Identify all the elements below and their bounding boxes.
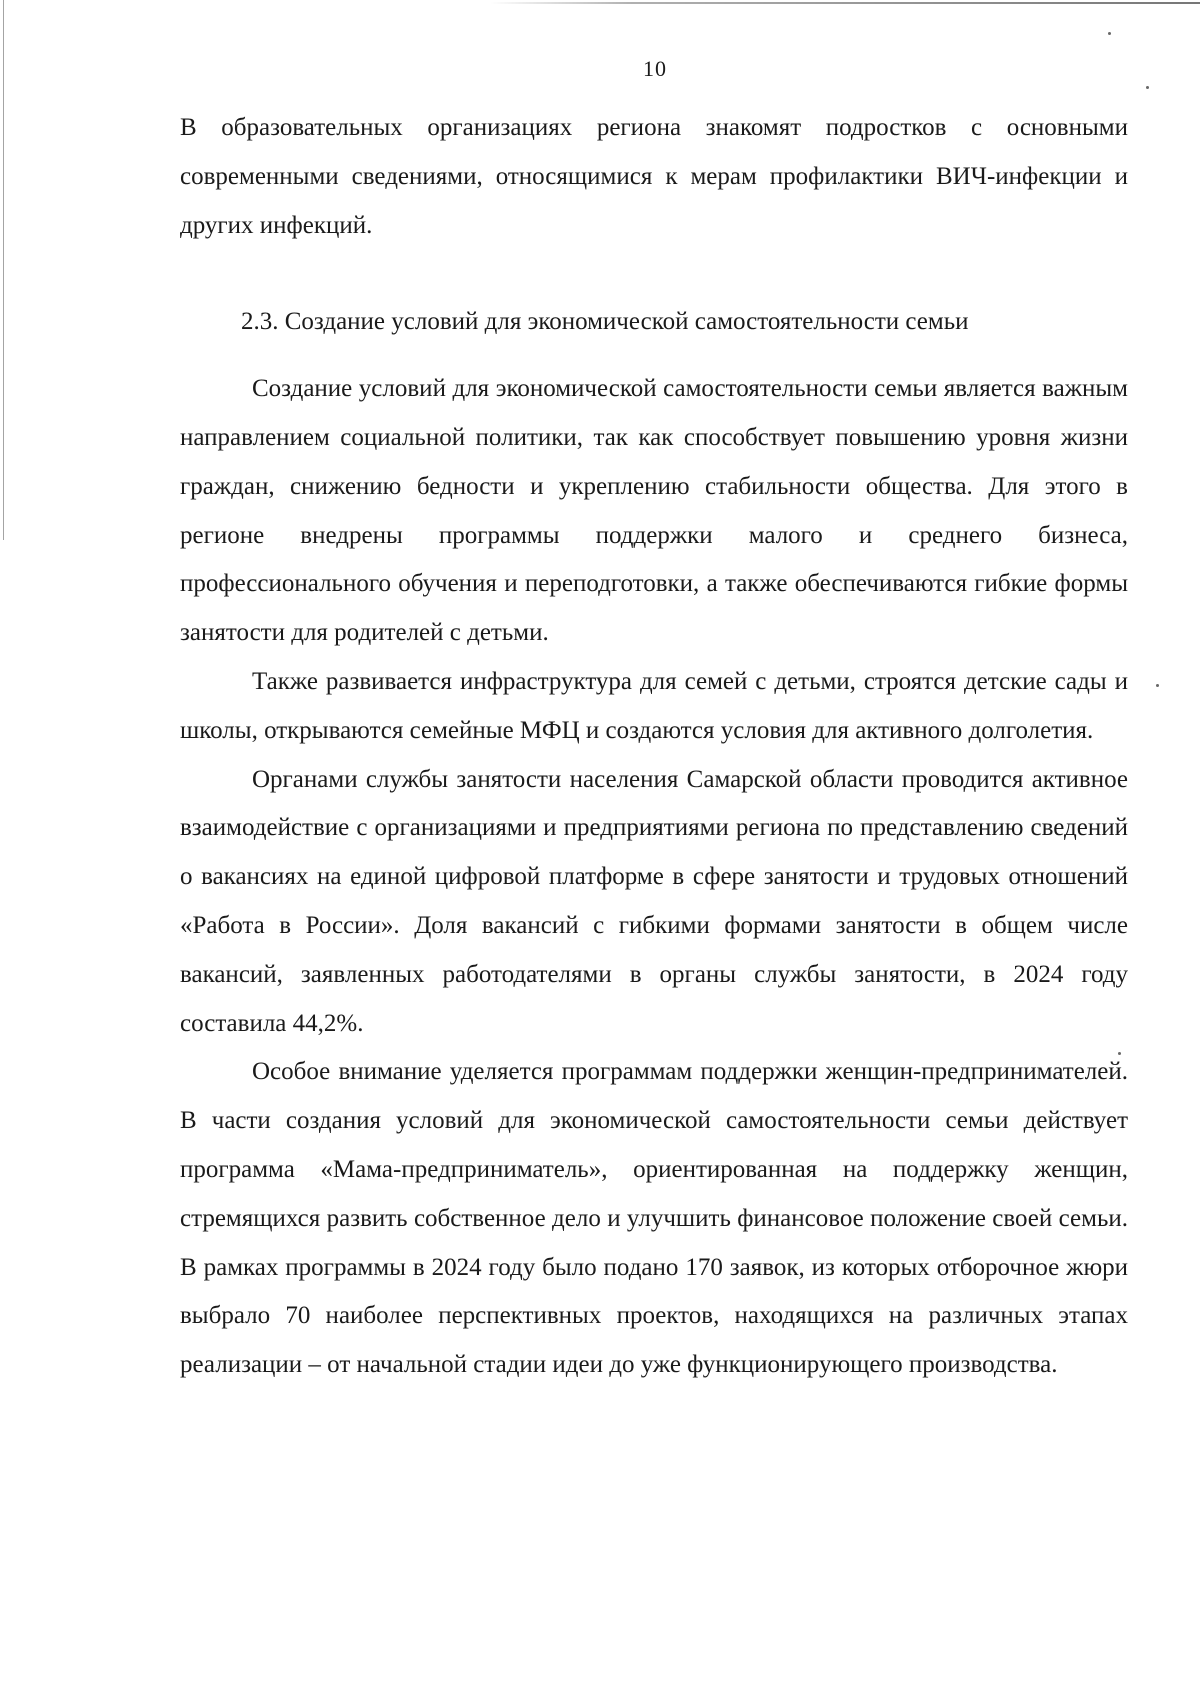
section-heading: 2.3. Создание условий для экономической самостоятельности семьи [241,308,969,336]
page-number: 10 [643,56,667,81]
scan-speck [1146,86,1149,89]
document-body [180,104,1128,1390]
paragraph: Также развивается инфраструктура для семей с детьми, строятся детские сады и школы, открываются семейные МФЦ и создаются условия для активного долголетия. [180,667,1128,744]
paragraph: Создание условий для экономической самостоятельности семьи является важным направлением социальной политики, так как способствует повышению уровня жизни граждан, снижению бедности и укреплению стабильности общества. Для этого в регионе внедрены программы поддержки малого и среднего бизнеса, профессионального обучения и переподготовки, а также обеспечиваются гибкие формы занятости для родителей с детьми. [180,375,1128,647]
scan-speck [1156,684,1159,687]
paragraph: Органами службы занятости населения Самарской области проводится активное взаимодействие с организациями и предприятиями региона по представлению сведений о вакансиях на единой цифровой платформе в сфере занятости и трудовых отношений «Работа в России». Доля вакансий с гибкими формами занятости в общем числе вакансий, заявленных работодателями в органы службы занятости, в 2024 году составила 44,2%. [180,765,1128,1037]
scan-edge-top [490,2,1200,4]
paragraph: Особое внимание уделяется программам поддержки женщин-предпринимателей. В части создания условий для экономической самостоятельности семьи действует программа «Мама-предприниматель», ориентированная на поддержку женщин, стремящихся развить собственное дело и улучшить финансовое положение своей семьи. В рамках программы в 2024 году было подано 170 заявок, из которых отборочное жюри выбрало 70 наиболее перспективных проектов, находящихся на различных этапах реализации – от начальной стадии идеи до уже функционирующего производства. [180,1058,1128,1379]
paragraph: В образовательных организациях региона знакомят подростков с основными современными сведениями, относящимися к мерам профилактики ВИЧ-инфекции и других инфекций. [180,114,1128,239]
scan-speck [1108,32,1111,35]
